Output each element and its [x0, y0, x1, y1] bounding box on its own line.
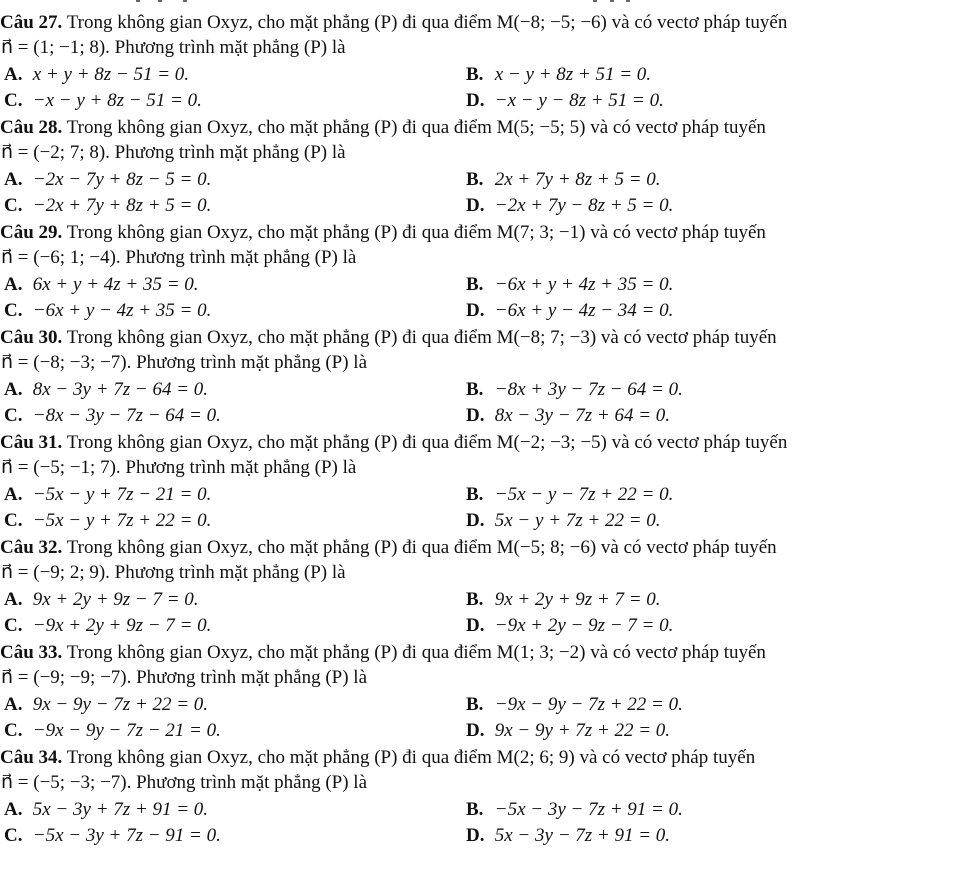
- option-text: −5x − y − 7z + 22 = 0.: [494, 484, 674, 505]
- option-text: −9x − 9y − 7z + 22 = 0.: [494, 694, 683, 715]
- option-c[interactable]: [4, 300, 211, 322]
- option-text: −2x + 7y − 8z + 5 = 0.: [494, 195, 674, 216]
- option-label: C.: [4, 825, 23, 846]
- option-label: B.: [466, 589, 484, 610]
- option-d[interactable]: [466, 510, 661, 532]
- question-block: [0, 222, 953, 326]
- question-number: Câu 28.: [0, 117, 63, 138]
- question-block: [0, 12, 953, 116]
- normal-vector-line: n⃗ = (−2; 7; 8). Phương trình mặt phẳng (P) là: [1, 142, 346, 163]
- question-stem-line: [0, 12, 787, 34]
- option-text: −2x + 7y + 8z + 5 = 0.: [32, 195, 212, 216]
- question-stem-line: [0, 537, 777, 559]
- question-stem: Trong không gian Oxyz, cho mặt phẳng (P) đi qua điểm M(7; 3; −1) và có vectơ pháp tuyến: [66, 222, 766, 243]
- question-stem-line: [0, 432, 787, 454]
- normal-vector-line: n⃗ = (1; −1; 8). Phương trình mặt phẳng (P) là: [1, 37, 346, 58]
- option-text: 9x + 2y + 9z + 7 = 0.: [494, 589, 661, 610]
- option-text: 5x − y + 7z + 22 = 0.: [494, 510, 661, 531]
- normal-vector-line: n⃗ = (−5; −3; −7). Phương trình mặt phẳng (P) là: [1, 772, 368, 793]
- option-label: B.: [466, 694, 484, 715]
- option-label: B.: [466, 799, 484, 820]
- question-stem: Trong không gian Oxyz, cho mặt phẳng (P) đi qua điểm M(−8; 7; −3) và có vectơ pháp tuyến: [66, 327, 777, 348]
- question-stem-line: [0, 642, 766, 664]
- option-a[interactable]: [4, 694, 208, 716]
- option-text: 6x + y + 4z + 35 = 0.: [32, 274, 199, 295]
- option-label: C.: [4, 510, 23, 531]
- option-d[interactable]: [466, 825, 670, 847]
- question-stem: Trong không gian Oxyz, cho mặt phẳng (P) đi qua điểm M(1; 3; −2) và có vectơ pháp tuyến: [66, 642, 766, 663]
- option-text: 5x − 3y − 7z + 91 = 0.: [494, 825, 671, 846]
- question-stem: Trong không gian Oxyz, cho mặt phẳng (P) đi qua điểm M(5; −5; 5) và có vectơ pháp tuyến: [66, 117, 766, 138]
- normal-vector-line: n⃗ = (−9; 2; 9). Phương trình mặt phẳng (P) là: [1, 562, 346, 583]
- option-label: B.: [466, 274, 484, 295]
- option-text: −6x + y + 4z + 35 = 0.: [494, 274, 674, 295]
- option-text: −9x + 2y − 9z − 7 = 0.: [494, 615, 674, 636]
- option-a[interactable]: [4, 484, 211, 506]
- option-c[interactable]: [4, 825, 221, 847]
- question-number: Câu 27.: [0, 12, 63, 33]
- option-c[interactable]: [4, 90, 202, 112]
- option-label: D.: [466, 720, 485, 741]
- option-d[interactable]: [466, 720, 670, 742]
- question-number: Câu 34.: [0, 747, 63, 768]
- option-label: A.: [4, 64, 23, 85]
- option-c[interactable]: [4, 720, 221, 742]
- option-b[interactable]: [466, 169, 661, 191]
- option-label: A.: [4, 484, 23, 505]
- option-label: D.: [466, 195, 485, 216]
- question-block: [0, 747, 953, 851]
- option-a[interactable]: [4, 169, 211, 191]
- option-label: A.: [4, 694, 23, 715]
- option-label: B.: [466, 169, 484, 190]
- question-stem-line: [0, 327, 777, 349]
- normal-vector-line: n⃗ = (−5; −1; 7). Phương trình mặt phẳng (P) là: [1, 457, 357, 478]
- option-d[interactable]: [466, 300, 673, 322]
- option-label: A.: [4, 589, 23, 610]
- option-d[interactable]: [466, 90, 664, 112]
- option-text: −9x − 9y − 7z − 21 = 0.: [32, 720, 221, 741]
- option-label: D.: [466, 615, 485, 636]
- option-text: x + y + 8z − 51 = 0.: [32, 64, 190, 85]
- question-stem: Trong không gian Oxyz, cho mặt phẳng (P) đi qua điểm M(2; 6; 9) và có vectơ pháp tuyến: [66, 747, 756, 768]
- question-stem-line: [0, 117, 766, 139]
- normal-vector-line: n⃗ = (−6; 1; −4). Phương trình mặt phẳng (P) là: [1, 247, 357, 268]
- option-text: −x − y − 8z + 51 = 0.: [494, 90, 664, 111]
- question-block: [0, 537, 953, 641]
- question-number: Câu 33.: [0, 642, 63, 663]
- question-stem: Trong không gian Oxyz, cho mặt phẳng (P) đi qua điểm M(−5; 8; −6) và có vectơ pháp tuyến: [66, 537, 777, 558]
- question-block: [0, 117, 953, 221]
- option-text: 9x − 9y + 7z + 22 = 0.: [494, 720, 671, 741]
- option-label: D.: [466, 825, 485, 846]
- option-b[interactable]: [466, 484, 673, 506]
- option-a[interactable]: [4, 64, 189, 86]
- option-text: −8x − 3y − 7z − 64 = 0.: [32, 405, 221, 426]
- option-text: −8x + 3y − 7z − 64 = 0.: [494, 379, 683, 400]
- option-b[interactable]: [466, 64, 651, 86]
- option-b[interactable]: [466, 799, 683, 821]
- option-label: A.: [4, 169, 23, 190]
- option-text: −5x − y + 7z + 22 = 0.: [32, 510, 212, 531]
- option-label: A.: [4, 799, 23, 820]
- option-a[interactable]: [4, 799, 208, 821]
- option-a[interactable]: [4, 274, 199, 296]
- option-a[interactable]: [4, 589, 199, 611]
- option-text: 5x − 3y + 7z + 91 = 0.: [32, 799, 209, 820]
- option-label: C.: [4, 195, 23, 216]
- option-label: B.: [466, 484, 484, 505]
- option-label: C.: [4, 720, 23, 741]
- option-text: 9x − 9y − 7z + 22 = 0.: [32, 694, 209, 715]
- option-text: x − y + 8z + 51 = 0.: [494, 64, 652, 85]
- option-text: −6x + y − 4z − 34 = 0.: [494, 300, 674, 321]
- question-stem: Trong không gian Oxyz, cho mặt phẳng (P) đi qua điểm M(−8; −5; −6) và có vectơ pháp tuyến: [66, 12, 788, 33]
- option-label: C.: [4, 615, 23, 636]
- option-label: C.: [4, 405, 23, 426]
- option-label: A.: [4, 379, 23, 400]
- question-stem: Trong không gian Oxyz, cho mặt phẳng (P) đi qua điểm M(−2; −3; −5) và có vectơ pháp tuyến: [66, 432, 788, 453]
- option-b[interactable]: [466, 274, 673, 296]
- cropped-previous-line: [0, 0, 953, 4]
- option-label: C.: [4, 300, 23, 321]
- question-stem-line: [0, 747, 755, 769]
- option-d[interactable]: [466, 195, 673, 217]
- option-label: B.: [466, 64, 484, 85]
- option-c[interactable]: [4, 195, 211, 217]
- option-b[interactable]: [466, 589, 661, 611]
- question-number: Câu 29.: [0, 222, 63, 243]
- option-label: D.: [466, 300, 485, 321]
- option-label: D.: [466, 510, 485, 531]
- option-text: −5x − 3y + 7z − 91 = 0.: [32, 825, 221, 846]
- option-text: −5x − 3y − 7z + 91 = 0.: [494, 799, 683, 820]
- option-label: B.: [466, 379, 484, 400]
- option-text: −6x + y − 4z + 35 = 0.: [32, 300, 212, 321]
- option-label: D.: [466, 90, 485, 111]
- option-text: 2x + 7y + 8z + 5 = 0.: [494, 169, 661, 190]
- question-block: [0, 327, 953, 431]
- option-text: 8x − 3y + 7z − 64 = 0.: [32, 379, 209, 400]
- normal-vector-line: n⃗ = (−9; −9; −7). Phương trình mặt phẳng (P) là: [1, 667, 368, 688]
- normal-vector-line: n⃗ = (−8; −3; −7). Phương trình mặt phẳng (P) là: [1, 352, 368, 373]
- option-c[interactable]: [4, 615, 211, 637]
- option-text: 8x − 3y − 7z + 64 = 0.: [494, 405, 671, 426]
- option-d[interactable]: [466, 615, 673, 637]
- option-d[interactable]: [466, 405, 670, 427]
- option-c[interactable]: [4, 405, 221, 427]
- option-b[interactable]: [466, 694, 683, 716]
- question-block: [0, 432, 953, 536]
- question-block: [0, 642, 953, 746]
- option-b[interactable]: [466, 379, 683, 401]
- question-number: Câu 32.: [0, 537, 63, 558]
- option-c[interactable]: [4, 510, 211, 532]
- question-stem-line: [0, 222, 766, 244]
- option-a[interactable]: [4, 379, 208, 401]
- question-number: Câu 30.: [0, 327, 63, 348]
- option-text: −2x − 7y + 8z − 5 = 0.: [32, 169, 212, 190]
- option-text: −x − y + 8z − 51 = 0.: [32, 90, 202, 111]
- option-label: C.: [4, 90, 23, 111]
- option-text: 9x + 2y + 9z − 7 = 0.: [32, 589, 199, 610]
- question-number: Câu 31.: [0, 432, 63, 453]
- option-text: −5x − y + 7z − 21 = 0.: [32, 484, 212, 505]
- option-label: A.: [4, 274, 23, 295]
- option-text: −9x + 2y + 9z − 7 = 0.: [32, 615, 212, 636]
- option-label: D.: [466, 405, 485, 426]
